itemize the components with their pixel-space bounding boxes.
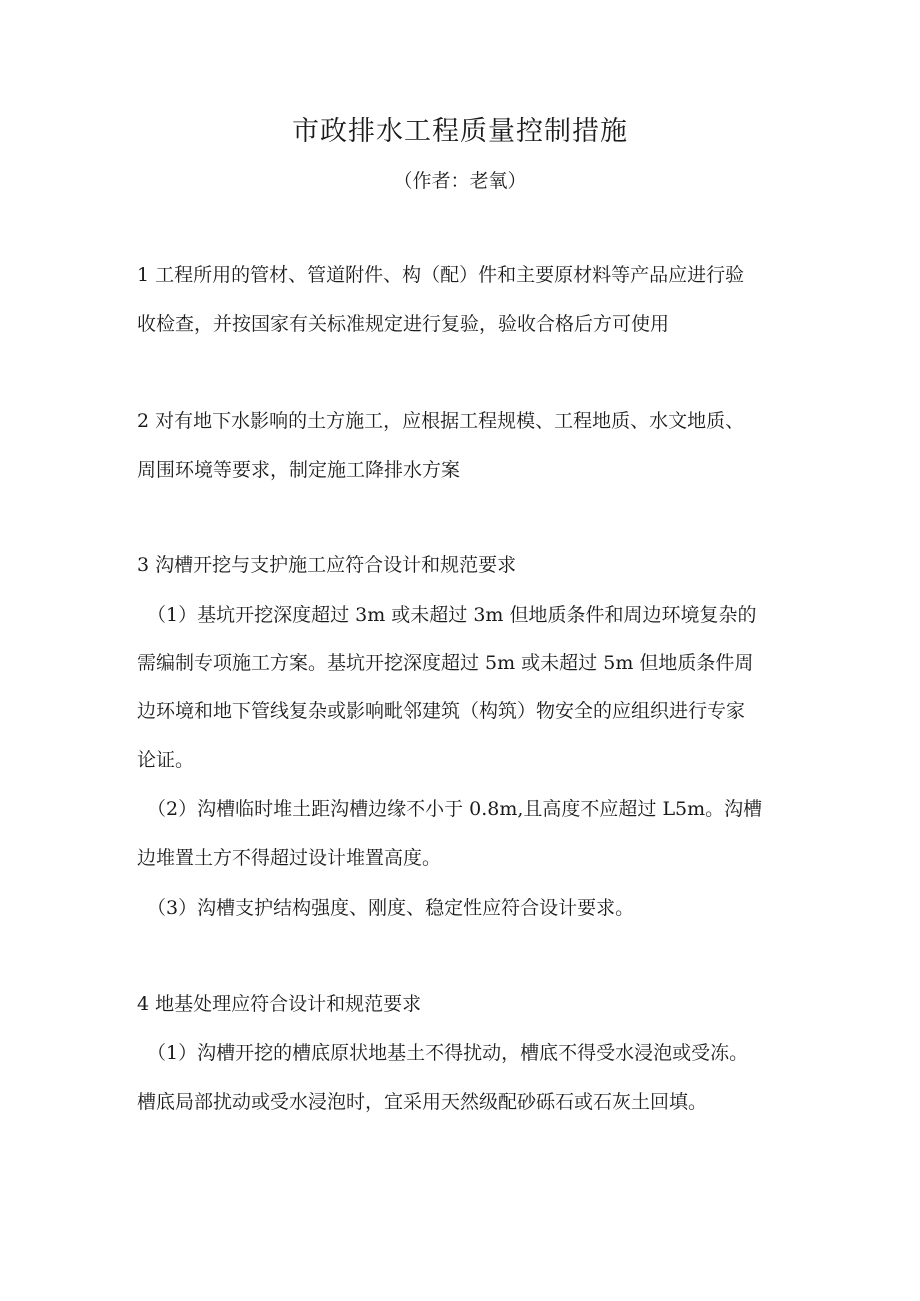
paragraph-line: 需编制专项施工方案。基坑开挖深度超过 5m 或未超过 5m 但地质条件周 [137,652,754,674]
section-heading: 3 沟槽开挖与支护施工应符合设计和规范要求 [137,554,517,576]
document-author: （作者：老氧） [393,170,527,192]
paragraph-line: 边堆置土方不得超过设计堆置高度。 [137,847,442,869]
paragraph-line: 论证。 [137,749,195,771]
paragraph-line: （1）基坑开挖深度超过 3m 或未超过 3m 但地质条件和周边环境复杂的 [147,604,757,626]
paragraph-line: （2）沟槽临时堆土距沟槽边缘不小于 0.8m,且高度不应超过 L5m。沟槽 [147,798,763,820]
document-title: 市政排水工程质量控制措施 [292,116,628,147]
paragraph-line: （1）沟槽开挖的槽底原状地基土不得扰动，槽底不得受水浸泡或受冻。 [147,1042,749,1064]
paragraph-line: 收检查，并按国家有关标准规定进行复验，验收合格后方可使用 [137,313,670,335]
section-heading: 4 地基处理应符合设计和规范要求 [137,993,422,1015]
paragraph-line: 槽底局部扰动或受水浸泡时，宜采用天然级配砂砾石或石灰土回填。 [137,1091,708,1113]
paragraph-line: 周围环境等要求，制定施工降排水方案 [137,459,461,481]
paragraph-line: 1 工程所用的管材、管道附件、构（配）件和主要原材料等产品应进行验 [137,264,745,286]
paragraph-line: 2 对有地下水影响的土方施工，应根据工程规模、工程地质、水文地质、 [137,410,745,432]
paragraph-line: （3）沟槽支护结构强度、刚度、稳定性应符合设计要求。 [147,897,635,919]
paragraph-line: 边环境和地下管线复杂或影响毗邻建筑（构筑）物安全的应组织进行专家 [137,700,746,722]
